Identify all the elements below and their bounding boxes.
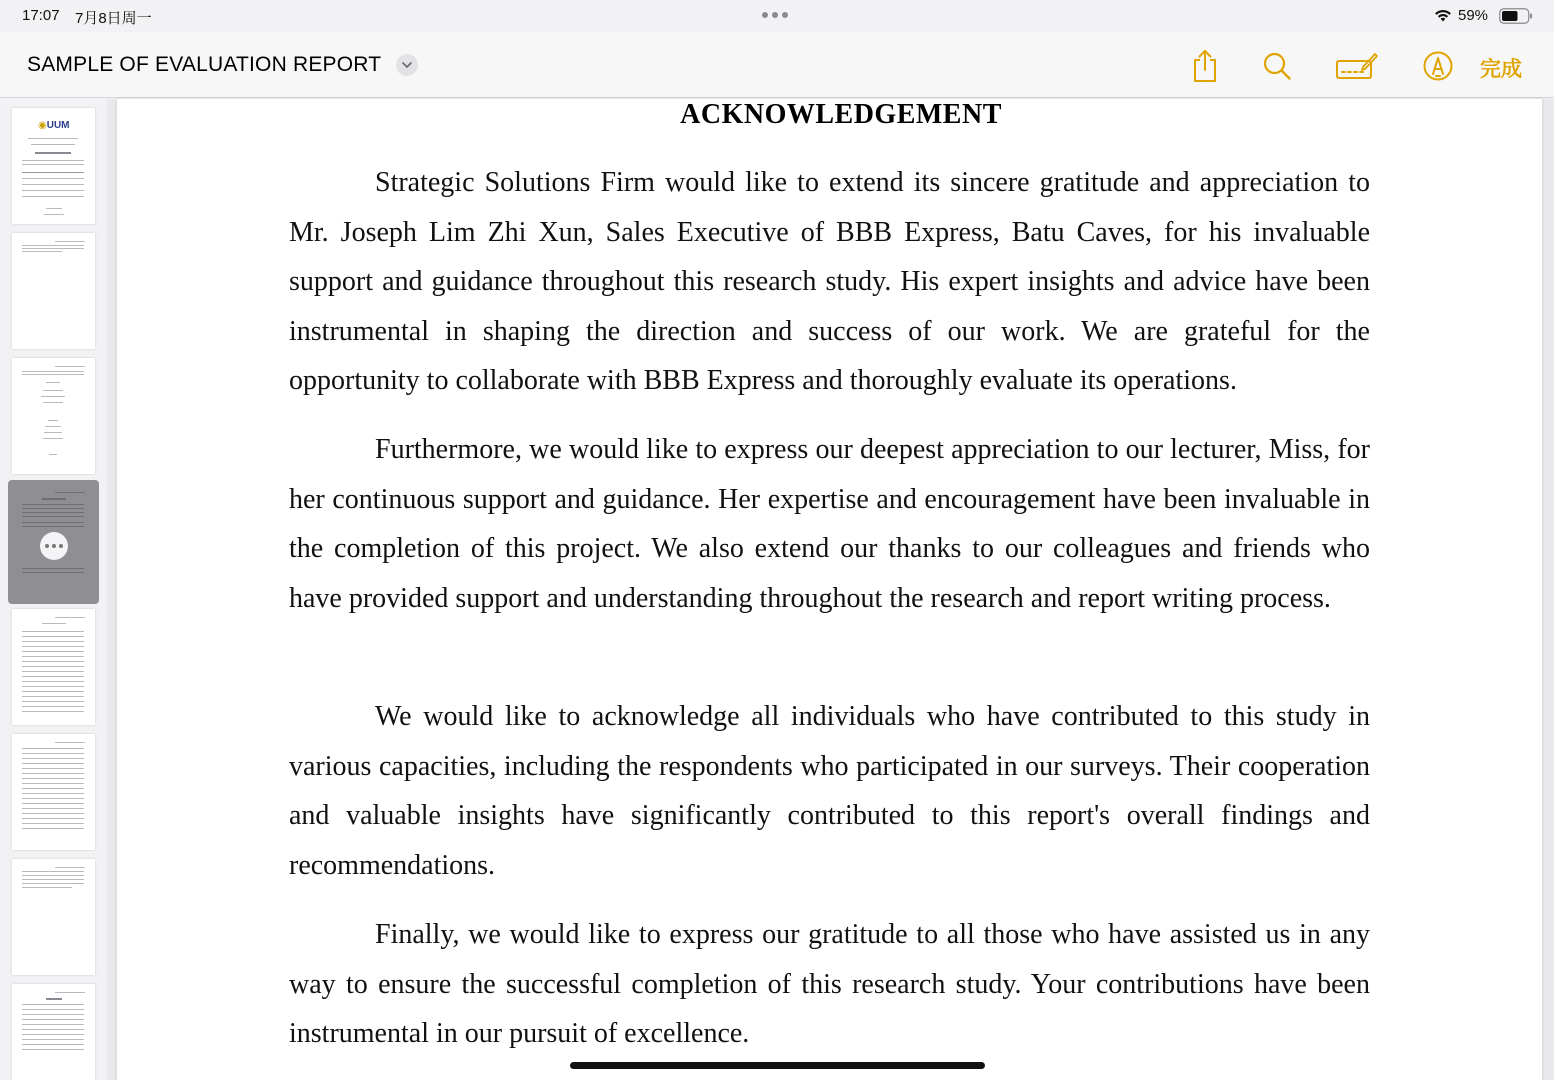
- battery-icon: [1499, 8, 1533, 24]
- multitask-menu-icon[interactable]: [762, 12, 792, 20]
- paragraph-1: Strategic Solutions Firm would like to extend its sincere gratitude and appreciation to Mr. Joseph Lim Zhi Xun, Sales Executive of BBB Express, Batu Caves, for his invaluable support and guidance throughout this research study. His expert insights and advice have been instrumental in shaping the direction and success of our work. We are grateful for the opportunity to collaborate with BBB Express and thoroughly evaluate its operations.: [289, 167, 1370, 397]
- page-thumbnail-2[interactable]: [12, 233, 95, 349]
- done-button[interactable]: 完成: [1480, 57, 1522, 81]
- paragraph-2: Furthermore, we would like to express our deepest appreciation to our lecturer, Miss, for her continuous support and guidance. Her expertise and encouragement have been invaluable in the completion of this project. We also extend our thanks to our colleagues and friends who have provided support and understanding throughout the research and report writing process.: [289, 434, 1370, 614]
- page-heading: ACKNOWLEDGEMENT: [680, 99, 1002, 130]
- annotate-button[interactable]: [1421, 46, 1455, 86]
- uum-logo: ◉UUM: [38, 120, 70, 131]
- page-thumbnail-4[interactable]: [12, 484, 95, 600]
- markup-icon: [1335, 51, 1379, 81]
- search-icon: [1262, 51, 1292, 81]
- markup-button[interactable]: [1334, 46, 1380, 86]
- wifi-icon: [1433, 7, 1453, 23]
- document-page[interactable]: [117, 99, 1542, 1080]
- page-thumbnail-8[interactable]: [12, 984, 95, 1080]
- search-button[interactable]: [1260, 46, 1294, 86]
- page-thumbnail-7[interactable]: [12, 859, 95, 975]
- share-button[interactable]: [1188, 46, 1222, 86]
- document-title[interactable]: SAMPLE OF EVALUATION REPORT: [27, 53, 382, 76]
- page-thumbnail-1[interactable]: [12, 108, 95, 224]
- battery-percentage: 59%: [1458, 7, 1489, 24]
- home-indicator[interactable]: [570, 1062, 985, 1069]
- status-date: 7月8日周一: [75, 10, 152, 27]
- share-icon: [1190, 48, 1220, 84]
- status-bar: [0, 0, 1554, 32]
- title-menu-button[interactable]: [396, 54, 418, 76]
- page-thumbnail-5[interactable]: [12, 609, 95, 725]
- navigation-bar: [0, 32, 1554, 98]
- page-thumbnail-6[interactable]: [12, 734, 95, 850]
- annotate-icon: [1422, 50, 1454, 82]
- chevron-down-icon: [401, 60, 413, 70]
- paragraph-4: Finally, we would like to express our gratitude to all those who have assisted us in any way to ensure the successful completion of this research study. Your contributions have been instrumental in our pursuit of excellence.: [289, 919, 1370, 1050]
- page-thumbnail-sidebar[interactable]: [0, 99, 107, 1080]
- thumbnail-options-button[interactable]: [40, 532, 68, 560]
- page-thumbnail-3[interactable]: [12, 358, 95, 474]
- document-viewer[interactable]: [107, 99, 1554, 1080]
- paragraph-3: We would like to acknowledge all individuals who have contributed to this study in various capacities, including the respondents who participated in our surveys. Their cooperation and valuable insights have significantly contributed to this report's overall findings and recommendations.: [289, 701, 1370, 881]
- status-time: 17:07: [22, 7, 60, 24]
